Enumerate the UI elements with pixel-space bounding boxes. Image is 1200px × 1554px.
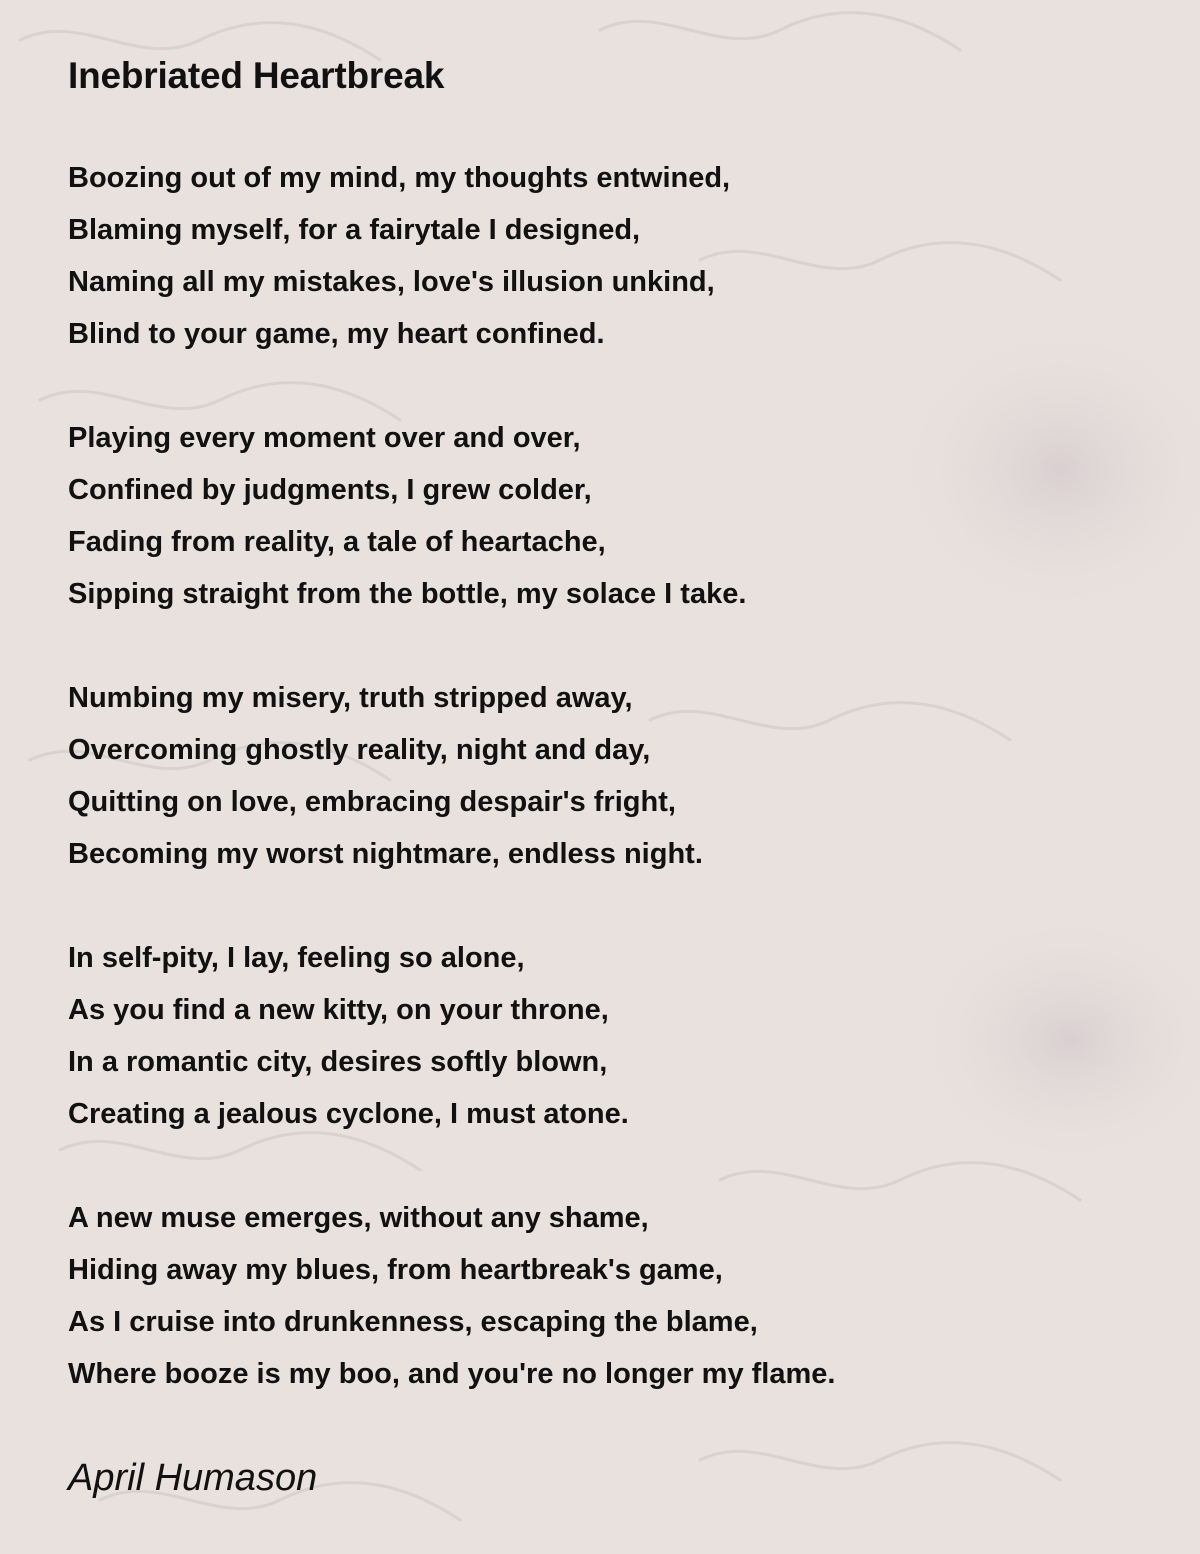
poem-line: As you find a new kitty, on your throne,	[68, 994, 609, 1026]
poem-line: Creating a jealous cyclone, I must atone.	[68, 1098, 629, 1130]
poem-line: Where booze is my boo, and you're no longer my flame.	[68, 1358, 836, 1390]
poem-line: Quitting on love, embracing despair's fright,	[68, 786, 676, 818]
poem-line: Blaming myself, for a fairytale I designed,	[68, 214, 641, 246]
poem-line: In a romantic city, desires softly blown,	[68, 1046, 608, 1078]
poem-container	[68, 50, 1148, 1400]
poem-line: Overcoming ghostly reality, night and day,	[68, 734, 651, 766]
stanza-3	[68, 672, 1148, 880]
poem-line: In self-pity, I lay, feeling so alone,	[68, 942, 525, 974]
poem-body	[68, 152, 1148, 1400]
poem-line: Naming all my mistakes, love's illusion unkind,	[68, 266, 715, 298]
poem-line: Blind to your game, my heart confined.	[68, 318, 605, 350]
stanza-4	[68, 932, 1148, 1140]
poem-line: Boozing out of my mind, my thoughts entwined,	[68, 162, 731, 194]
poem-author: April Humason	[68, 1457, 318, 1499]
poem-line: Sipping straight from the bottle, my solace I take.	[68, 578, 747, 610]
poem-line: Numbing my misery, truth stripped away,	[68, 682, 633, 714]
stanza-5	[68, 1192, 1148, 1400]
poem-line: Confined by judgments, I grew colder,	[68, 474, 592, 506]
poem-title: Inebriated Heartbreak	[68, 55, 445, 96]
poem-line: Fading from reality, a tale of heartache,	[68, 526, 606, 558]
stanza-1	[68, 152, 1148, 360]
poem-line: As I cruise into drunkenness, escaping the blame,	[68, 1306, 758, 1338]
poem-line: Playing every moment over and over,	[68, 422, 581, 454]
poem-line: Becoming my worst nightmare, endless night.	[68, 838, 703, 870]
poem-line: A new muse emerges, without any shame,	[68, 1202, 649, 1234]
stanza-2	[68, 412, 1148, 620]
poem-line: Hiding away my blues, from heartbreak's game,	[68, 1254, 723, 1286]
